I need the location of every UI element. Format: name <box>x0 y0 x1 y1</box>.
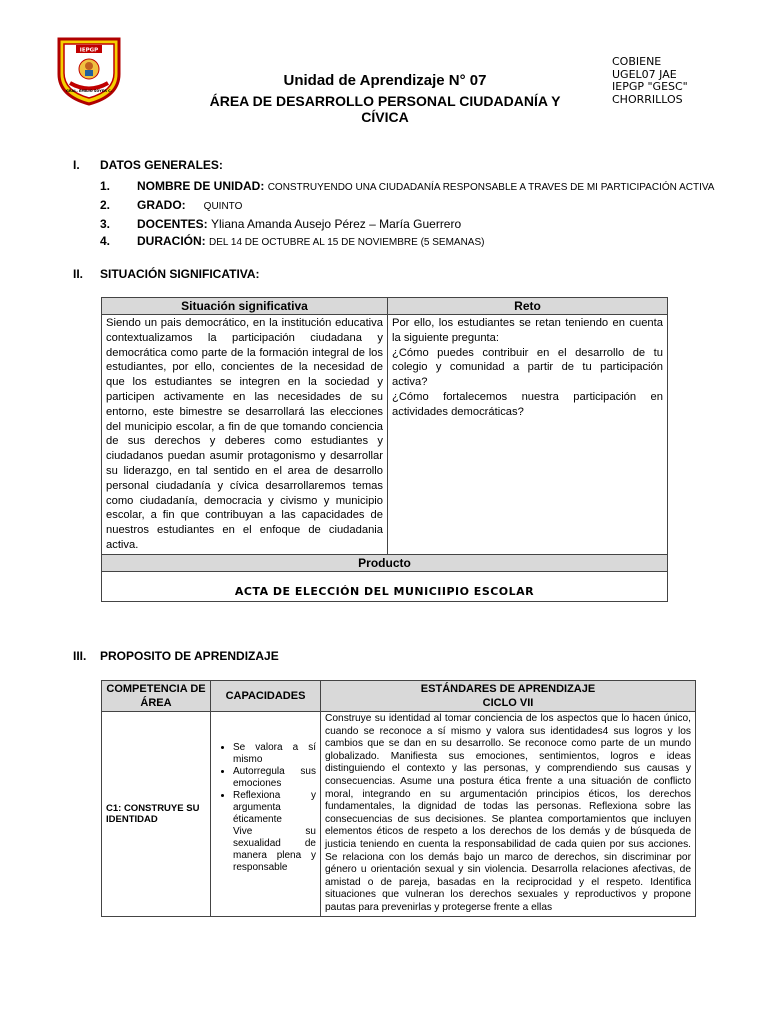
product-header: Producto <box>102 554 668 571</box>
item-number: 2. <box>100 198 111 212</box>
competencia-header: COMPETENCIA DE ÁREA <box>102 681 211 712</box>
list-item: Vive su sexualidad de manera plena y responsable <box>233 826 316 873</box>
org-line: COBIENE <box>612 55 662 68</box>
list-item: • Se valora a sí mismo <box>233 742 316 766</box>
section-title: PROPOSITO DE APRENDIZAJE <box>100 649 279 663</box>
capacidades-header: CAPACIDADES <box>211 681 321 712</box>
unit-title: Unidad de Aprendizaje N° 07 <box>283 72 487 89</box>
section-title: SITUACIÓN SIGNIFICATIVA: <box>100 267 260 281</box>
ciclo-title: CICLO VII <box>482 697 534 709</box>
item-key: GRADO: QUINTO <box>137 198 243 212</box>
situation-table <box>101 297 668 602</box>
competencia-cell: C1: CONSTRUYE SU IDENTIDAD <box>102 712 211 917</box>
item-value: QUINTO <box>203 201 243 212</box>
estandares-header <box>321 681 696 712</box>
item-value: Yliana Amanda Ausejo Pérez – María Guerrero <box>211 217 462 231</box>
section-number: I. <box>73 158 80 172</box>
item-key: NOMBRE DE UNIDAD: CONSTRUYENDO UNA CIUDADANÍA RESPONSABLE A TRAVES DE MI PARTICIPACIÓN ACTIVA <box>137 179 715 193</box>
list-item: • Reflexiona y argumenta éticamente <box>233 790 316 826</box>
reto-header: Reto <box>388 298 668 315</box>
item-number: 1. <box>100 179 111 193</box>
item-number: 4. <box>100 234 111 248</box>
list-item: • Autorregula sus emociones <box>233 766 316 790</box>
section-title: DATOS GENERALES: <box>100 158 223 172</box>
svg-text:IEPGP: IEPGP <box>79 47 99 54</box>
reto-text: Por ello, los estudiantes se retan teniendo en cuenta la siguiente pregunta: ¿Cómo puedes contribuir en el desarrollo de tu colegio y comunidad a partir de tu participación activa? ¿Cómo fortalecemos nuestra participación en actividades democráticas? <box>388 315 668 555</box>
item-number: 3. <box>100 217 111 231</box>
product-text: ACTA DE ELECCIÓN DEL MUNICIIPIO ESCOLAR <box>102 571 668 601</box>
item-value: CONSTRUYENDO UNA CIUDADANÍA RESPONSABLE A TRAVES DE MI PARTICIPACIÓN ACTIVA <box>267 182 715 193</box>
situation-text: Siendo un pais democrático, en la institución educativa contextualizamos la participación ciudadana y democrática como parte de la formación integral de los estudiantes, por ello, concientes de la necesidad de que los estudiantes se integren en la sociedad y participen activamente en las necesidades de su entorno, este bimestre se desarrollará las elecciones del municipio escolar, a fin de que tomando conciencia de sus derechos y deberes como estudiantes y ciudadanos puedan asumir protagonismo y desarrollar su liderazgo, en tal sentido en el area de desarrollo personal ciudadanía y cívica desarrollaremos temas como ciudadanía, democracia y civismo y municipio escolar, a fin que contribuyan a las capacidades de nuestros estudiantes en el enfoque de ciudadania activa. <box>102 315 388 555</box>
org-line: UGEL07 JAE <box>612 67 677 81</box>
capacidades-cell <box>211 712 321 917</box>
svg-text:GRAL. EMILIO SOYER C.: GRAL. EMILIO SOYER C. <box>65 89 113 93</box>
org-info <box>612 56 688 106</box>
org-line: IEPGP "GESC" <box>612 80 688 93</box>
item-value: DEL 14 DE OCTUBRE AL 15 DE NOVIEMBRE (5 SEMANAS) <box>209 237 485 248</box>
item-key: DOCENTES: Yliana Amanda Ausejo Pérez – María Guerrero <box>137 217 462 231</box>
table-row <box>102 712 696 917</box>
estandares-title: ESTÁNDARES DE APRENDIZAJE <box>420 683 596 695</box>
estandar-cell: Construye su identidad al tomar conciencia de los aspectos que lo hacen único, cuando se reconoce a sí mismo y valora sus identidades4 sus logros y los cambios que se dan en su desarrollo. Se reconoce como parte de un mundo globalizado. Manifiesta sus emociones, sentimientos, logros e ideas distinguiendo el contexto y las personas, y comprendiendo sus causas y consecuencias. Asume una postura ética frente a una situación de conflicto moral, integrando en su argumentación principios éticos, los derechos fundamentales, la dignidad de todas las personas. Reflexiona sobre las consecuencias de sus decisiones. Se plantea comportamientos que incluyen elementos éticos de respeto a los derechos de los demás y de búsqueda de justicia teniendo en cuenta la responsabilidad de cada quien por sus acciones. Se relaciona con los demás bajo un marco de derechos, sin discriminar por género u orientación sexual y sin violencia. Desarrolla relaciones afectivas, de amistad o de pareja, basadas en la reciprocidad y el respeto. Identifica situaciones que vulneran los derechos sexuales y reproductivos y propone pautas para prevenirlas y protegerse frente a ellas <box>321 712 696 917</box>
org-line: CHORRILLOS <box>612 92 683 106</box>
situation-header: Situación significativa <box>102 298 388 315</box>
school-logo <box>56 36 122 106</box>
purpose-table <box>101 680 696 917</box>
item-key: DURACIÓN: DEL 14 DE OCTUBRE AL 15 DE NOVIEMBRE (5 SEMANAS) <box>137 234 485 248</box>
section-number: II. <box>73 267 84 281</box>
area-title: ÁREA DE DESARROLLO PERSONAL CIUDADANÍA Y CÍVICA <box>209 93 561 125</box>
section-number: III. <box>73 649 87 663</box>
